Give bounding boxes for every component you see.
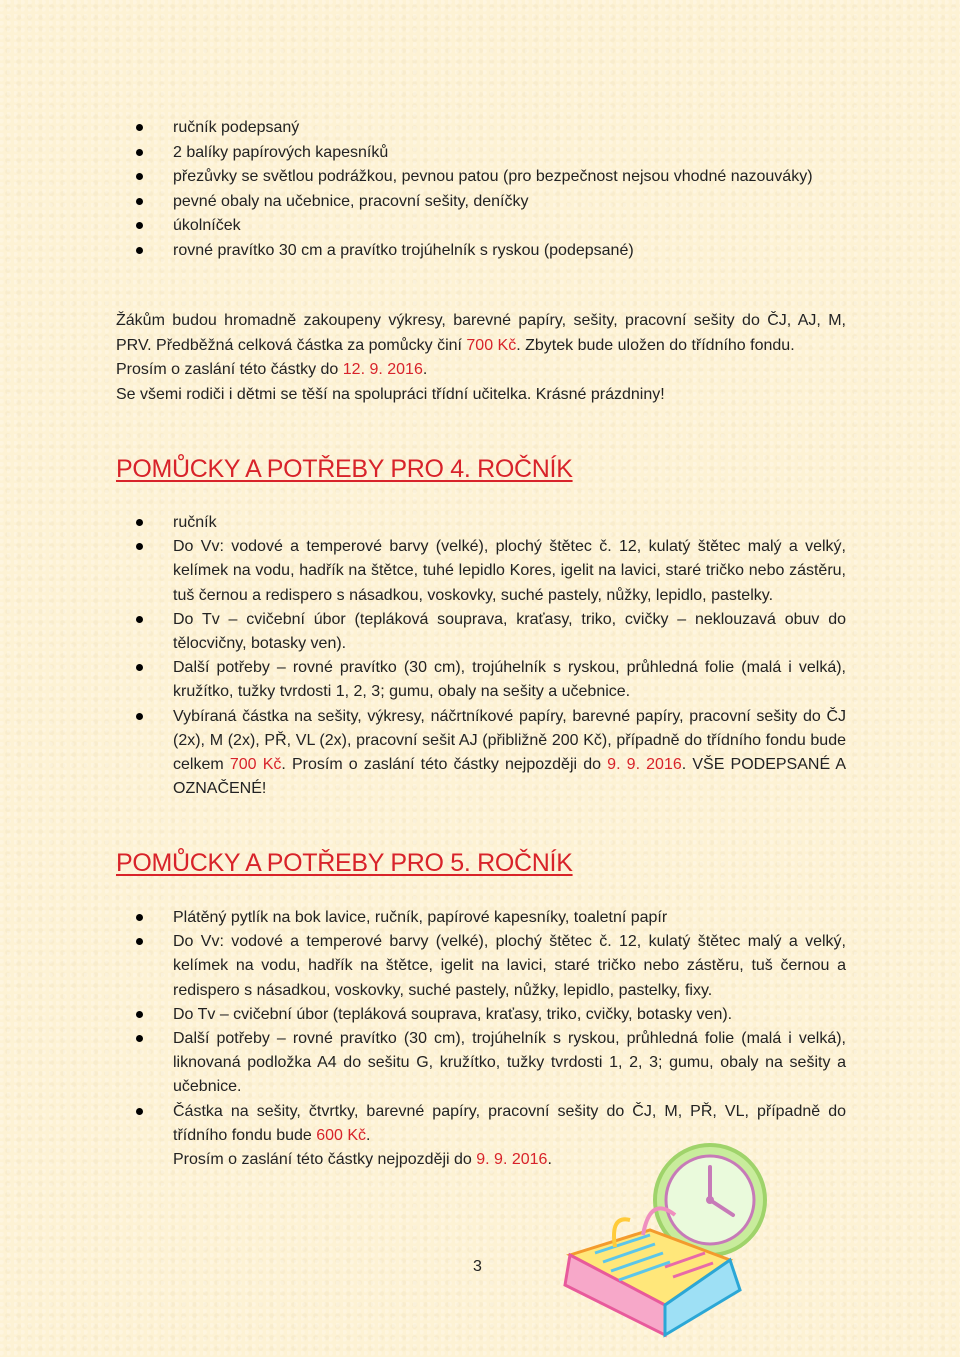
list-item: ručník xyxy=(116,511,846,535)
list-item: Další potřeby – rovné pravítko (30 cm), trojúhelník s ryskou, průhledná folie (malá i velká), kružítko, tužky tvrdosti 1, 2, 3; gumu, obaly na sešity a učebnice. xyxy=(116,656,846,704)
supplies-list-top xyxy=(116,116,846,263)
list-item: ručník podepsaný xyxy=(116,116,846,141)
list-item: přezůvky se světlou podrážkou, pevnou patou (pro bezpečnost nejsou vhodné nazouváky) xyxy=(116,165,846,190)
date-text: 12. 9. 2016 xyxy=(342,361,423,378)
amount-text: 700 Kč xyxy=(229,756,282,774)
list-item: Do Tv – cvičební úbor (tepláková souprava, kraťasy, triko, cvičky – neklouzavá obuv do tělocvičny, botasky ven). xyxy=(116,608,846,656)
list-item: pevné obaly na učebnice, pracovní sešity, deníčky xyxy=(116,190,846,215)
list-item: Plátěný pytlík na bok lavice, ručník, papírové kapesníky, toaletní papír xyxy=(116,906,846,930)
section-5-title: POMŮCKY A POTŘEBY PRO 5. ROČNÍK xyxy=(116,849,573,877)
book-clock-clipart-icon xyxy=(555,1135,785,1350)
section-5-list xyxy=(116,906,846,1172)
amount-text: 700 Kč xyxy=(466,336,517,354)
item-text: . xyxy=(547,1151,552,1169)
list-item: Další potřeby – rovné pravítko (30 cm), trojúhelník s ryskou, průhledná folie (malá i velká), liknovaná podložka A4 do sešitu G, kružítko, tužky tvrdosti 1, 2, 3; gumu, obaly na sešity a učebnice. xyxy=(116,1027,846,1100)
list-item: 2 balíky papírových kapesníků xyxy=(116,141,846,166)
info-paragraph xyxy=(116,309,846,407)
list-item: Do Vv: vodové a temperové barvy (velké), plochý štětec č. 12, kulatý štětec malý a velký, kelímek na vodu, hadřík na štětce, tuhé lepidlo Kores, igelit na lavici, staré tričko nebo zástěru, tuš černou a redispero s násadkou, voskovky, suché pastely, nůžky, lepidlo, pastelky. xyxy=(116,535,846,608)
list-item: Do Tv – cvičební úbor (tepláková souprava, kraťasy, triko, cvičky, botasky ven). xyxy=(116,1003,846,1027)
list-item: rovné pravítko 30 cm a pravítko trojúhelník s ryskou (podepsané) xyxy=(116,239,846,264)
info-text: . Zbytek bude uložen do třídního fondu. xyxy=(516,336,795,354)
page-number: 3 xyxy=(473,1258,482,1275)
amount-text: 600 Kč xyxy=(316,1126,367,1144)
section-4-list xyxy=(116,511,846,801)
item-text: Částka na sešity, čtvrtky, barevné papíry, pracovní sešity do ČJ, M, PŘ, VL, případně do třídního fondu bude xyxy=(173,1102,846,1144)
list-item: Do Vv: vodové a temperové barvy (velké), plochý štětec č. 12, kulatý štětec malý a velký, kelímek na vodu, hadřík na štětce, igelit na lavici, staré tričko nebo zástěru, tuš černou a redispero s násadkou, voskovky, suché pastely, nůžky, lepidlo, pastelky, fixy. xyxy=(116,930,846,1003)
item-text: . xyxy=(366,1126,371,1144)
section-4-title: POMŮCKY A POTŘEBY PRO 4. ROČNÍK xyxy=(116,455,573,483)
item-text: Vybíraná částka na sešity, výkresy, náčrtníkové papíry, barevné papíry, pracovní sešity do ČJ (2x), M (2x), PŘ, VL (2x), pracovní sešit AJ (přibližně 200 Kč), případně do třídního fondu bude celkem xyxy=(173,707,846,774)
info-text: Prosím o zaslání této částky do xyxy=(116,361,343,378)
date-text: 9. 9. 2016 xyxy=(607,756,682,774)
item-text: . Prosím o zaslání této částky nejpozději do xyxy=(281,756,608,774)
info-line: Se všemi rodiči i dětmi se těší na spolupráci třídní učitelka. Krásné prázdniny! xyxy=(116,385,665,403)
info-line xyxy=(116,358,846,383)
list-item xyxy=(116,705,846,802)
date-text: 9. 9. 2016 xyxy=(476,1151,548,1169)
info-text: Žákům budou hromadně zakoupeny výkresy, barevné papíry, sešity, pracovní sešity do ČJ, AJ, M, PRV. Předběžná celková částka za pomůcky činí xyxy=(116,312,846,354)
info-text: . xyxy=(422,361,428,378)
list-item: úkolníček xyxy=(116,214,846,239)
info-line xyxy=(116,309,846,358)
item-text: . VŠE PODEPSANÉ A OZNAČENÉ! xyxy=(173,756,847,798)
item-text: Prosím o zaslání této částky nejpozději do xyxy=(173,1151,477,1169)
